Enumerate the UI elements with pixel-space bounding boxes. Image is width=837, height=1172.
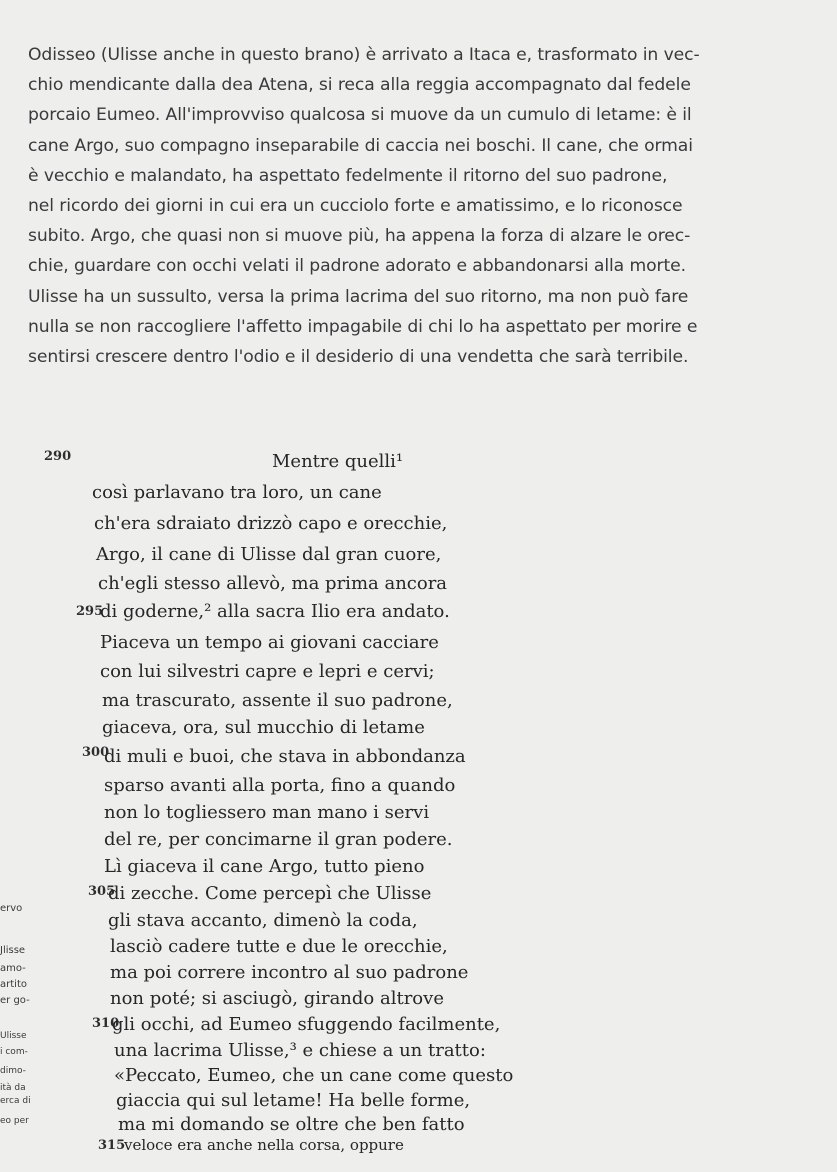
verse-line: Argo, il cane di Ulisse dal gran cuore,	[96, 544, 442, 565]
verse-line: veloce era anche nella corsa, oppure	[124, 1136, 404, 1154]
verse-line: ma mi domando se oltre che ben fatto	[118, 1114, 465, 1135]
verse-line: ch'era sdraiato drizzò capo e orecchie,	[94, 513, 448, 534]
verse-line: non poté; si asciugò, girando altrove	[110, 988, 444, 1009]
margin-note: erca di	[0, 1096, 31, 1106]
intro-line: sentirsi crescere dentro l'odio e il desiderio di una vendetta che sarà terribile.	[28, 346, 689, 367]
intro-line: cane Argo, suo compagno inseparabile di caccia nei boschi. Il cane, che ormai	[28, 135, 693, 156]
verse-line: Mentre quelli¹	[272, 451, 404, 472]
margin-note: Ulisse	[0, 1031, 27, 1041]
intro-line: Odisseo (Ulisse anche in questo brano) è arrivato a Itaca e, trasformato in vec-	[28, 45, 700, 65]
intro-line: Ulisse ha un sussulto, versa la prima lacrima del suo ritorno, ma non può fare	[28, 286, 689, 307]
verse-line: di goderne,² alla sacra Ilio era andato.	[100, 601, 450, 622]
intro-line: subito. Argo, che quasi non si muove più, ha appena la forza di alzare le orec-	[28, 226, 691, 247]
line-number: 310	[92, 1016, 120, 1031]
intro-line: porcaio Eumeo. All'improvviso qualcosa si muove da un cumulo di letame: è il	[28, 105, 692, 126]
margin-note: dimo-	[0, 1066, 26, 1076]
intro-line: è vecchio e malandato, ha aspettato fedelmente il ritorno del suo padrone,	[28, 165, 668, 186]
verse-line: non lo togliessero man mano i servi	[104, 802, 430, 823]
margin-note: eo per	[0, 1116, 29, 1126]
intro-line: chio mendicante dalla dea Atena, si reca alla reggia accompagnato dal fedele	[28, 75, 691, 96]
verse-line: gli stava accanto, dimenò la coda,	[108, 910, 418, 931]
line-number: 295	[76, 604, 104, 619]
verse-line: del re, per concimarne il gran podere.	[104, 829, 453, 850]
margin-note: Jlisse	[0, 945, 26, 956]
intro-line: chie, guardare con occhi velati il padrone adorato e abbandonarsi alla morte.	[28, 256, 686, 277]
margin-note: i com-	[0, 1047, 28, 1057]
intro-line: nulla se non raccogliere l'affetto impagabile di chi lo ha aspettato per morire e	[28, 316, 698, 337]
verse-line: giaccia qui sul letame! Ha belle forme,	[116, 1090, 471, 1111]
verse-line: di zecche. Come percepì che Ulisse	[108, 883, 432, 904]
verse-line: sparso avanti alla porta, fino a quando	[104, 775, 456, 796]
verse-line: lasciò cadere tutte e due le orecchie,	[110, 936, 448, 957]
line-number: 315	[98, 1138, 126, 1153]
verse-line: ch'egli stesso allevò, ma prima ancora	[98, 573, 448, 594]
verse-line: gli occhi, ad Eumeo sfuggendo facilmente,	[112, 1014, 501, 1035]
verse-line: giaceva, ora, sul mucchio di letame	[102, 717, 425, 738]
line-number: 305	[88, 884, 116, 899]
verse-line: così parlavano tra loro, un cane	[92, 482, 382, 503]
verse-line: una lacrima Ulisse,³ e chiese a un tratto:	[114, 1040, 486, 1061]
verse-line: «Peccato, Eumeo, che un cane come questo	[114, 1065, 514, 1086]
margin-note: er go-	[0, 995, 30, 1006]
margin-note: artito	[0, 979, 27, 990]
margin-note: amo-	[0, 963, 26, 974]
verse-line: ma poi correre incontro al suo padrone	[110, 962, 469, 983]
verse-line: di muli e buoi, che stava in abbondanza	[104, 746, 466, 767]
verse-line: ma trascurato, assente il suo padrone,	[102, 690, 453, 711]
verse-line: Piaceva un tempo ai giovani cacciare	[100, 632, 439, 653]
verse-line: con lui silvestri capre e lepri e cervi;	[100, 661, 435, 682]
line-number: 300	[82, 745, 110, 760]
line-number: 290	[44, 449, 72, 464]
verse-line: Lì giaceva il cane Argo, tutto pieno	[104, 856, 425, 877]
intro-line: nel ricordo dei giorni in cui era un cucciolo forte e amatissimo, e lo riconosce	[28, 195, 683, 216]
margin-note: ervo	[0, 903, 23, 914]
margin-note: ità da	[0, 1083, 26, 1093]
